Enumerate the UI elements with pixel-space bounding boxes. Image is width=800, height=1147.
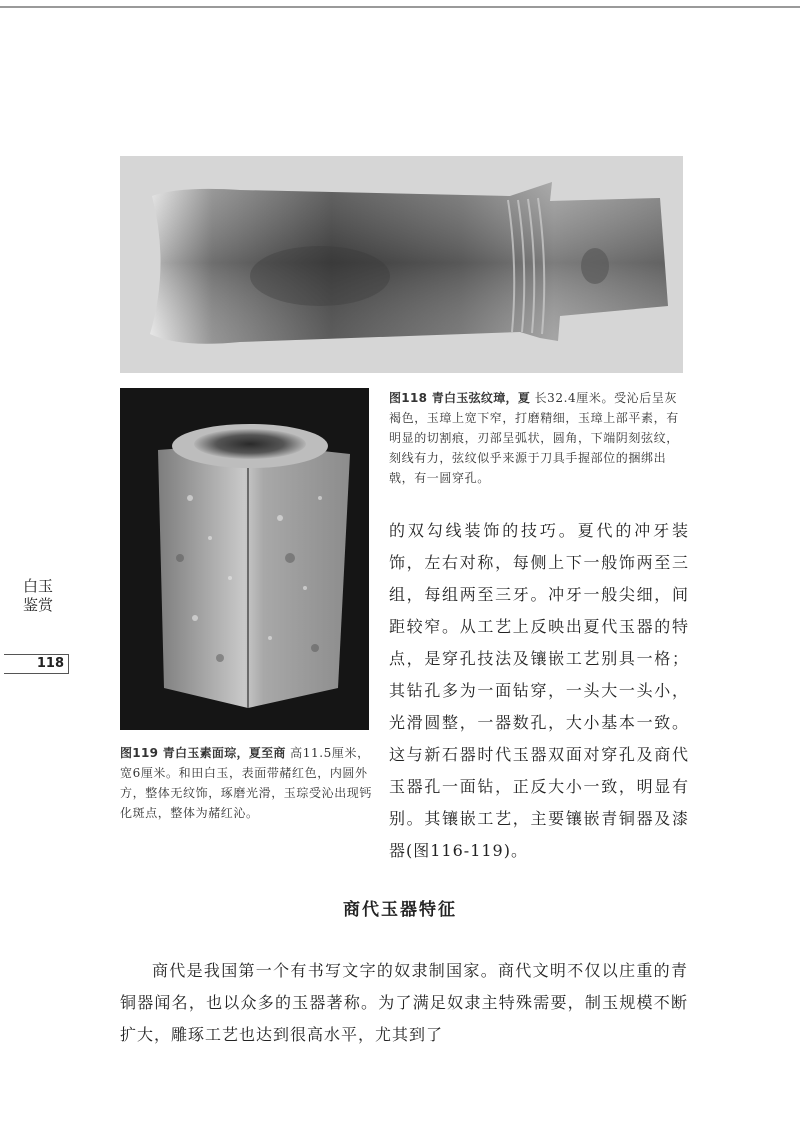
figure-118-caption [389,388,689,488]
figure-118-title: 图118 青白玉弦纹璋，夏 [389,391,531,405]
page-number-box [4,654,69,674]
page-number: 118 [36,656,64,671]
figure-119-caption [120,743,372,823]
figure-119-description: 高11.5厘米，宽6厘米。和田白玉，表面带赭红色，内圆外方，整体无纹饰，琢磨光滑，玉琮受沁出现钙化斑点，整体为赭红沁。 [120,746,373,820]
column-body-text: 的双勾线装饰的技巧。夏代的冲牙装饰，左右对称，每侧上下一般饰两至三组，每组两至三牙。冲牙一般尖细，间距较窄。从工艺上反映出夏代玉器的特点，是穿孔技法及镶嵌工艺别具一格；其钻孔多为一面钻穿，一头大一头小，光滑圆整，一器数孔，大小基本一致。这与新石器时代玉器双面对穿孔及商代玉器孔一面钻，正反大小一致，明显有别。其镶嵌工艺，主要镶嵌青铜器及漆器(图116-119)。 [389,521,689,860]
jade-zhang-image [120,156,683,373]
figure-118-description: 长32.4厘米。受沁后呈灰褐色，玉璋上宽下窄，打磨精细，玉璋上部平素，有明显的切割痕，刃部呈弧状，圆角，下端阴刻弦纹，刻线有力，弦纹似乎来源于刀具手握部位的捆绑出戟，有一圆穿孔。 [389,391,679,485]
figure-119-title: 图119 青白玉素面琮，夏至商 [120,746,286,760]
jade-zhang-photo [120,156,683,373]
section-paragraph: 商代是我国第一个有书写文字的奴隶制国家。商代文明不仅以庄重的青铜器闻名，也以众多的玉器著称。为了满足奴隶主特殊需要，制玉规模不断扩大，雕琢工艺也达到很高水平，尤其到了 [120,961,688,1044]
jade-cong-image [120,388,369,730]
jade-cong-photo [120,388,369,730]
side-section-label: 白玉鉴赏 [22,577,53,614]
section-heading: 商代玉器特征 [343,900,457,920]
top-rule [0,6,800,8]
